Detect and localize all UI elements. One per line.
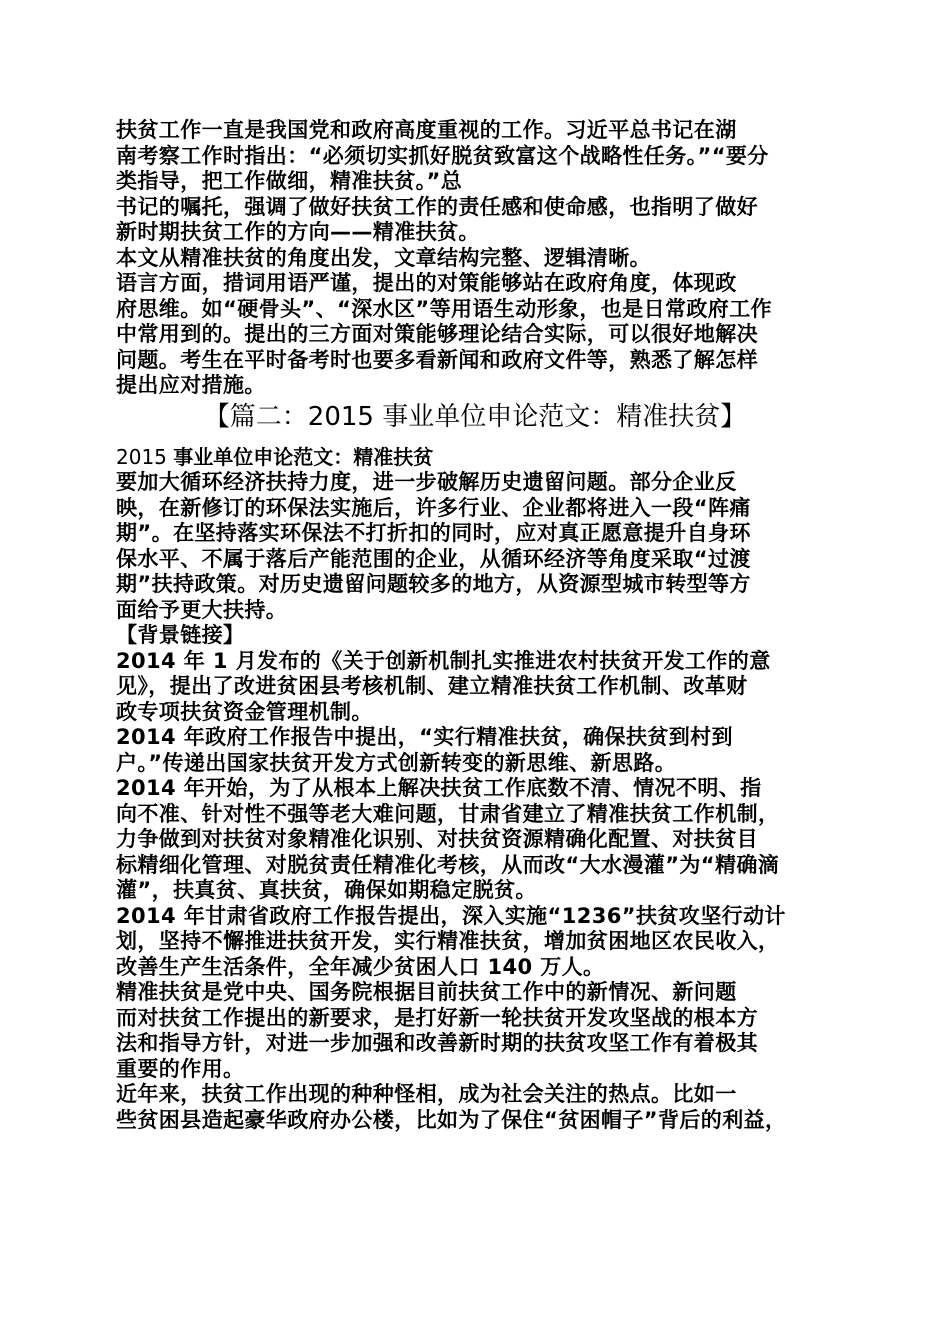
text-line: 2014 年 1 月发布的《关于创新机制扎实推进农村扶贫开发工作的意 (116, 648, 771, 673)
paragraph-block-intro (116, 118, 846, 399)
subtitle-text: 事业单位申论范文：精准扶贫 (173, 444, 434, 469)
document-body (116, 118, 846, 1133)
text-line: 政专项扶贫资金管理机制。 (116, 699, 373, 724)
text-line: 类指导，把工作做细，精准扶贫。”总 (116, 169, 463, 193)
text-line: 映，在新修订的环保法实施后，许多行业、企业都将进入一段“阵痛 (116, 495, 751, 520)
subtitle-year: 2015 (116, 444, 174, 469)
text-line: 改善生产生活条件，全年减少贫困人口 140 万人。 (116, 954, 605, 979)
text-line: 近年来，扶贫工作出现的种种怪相，成为社会关注的热点。比如一 (116, 1082, 737, 1106)
text-line: 府思维。如“硬骨头”、“深水区”等用语生动形象，也是日常政府工作 (116, 296, 773, 321)
section-heading: 【篇二：2015 事业单位申论范文：精准扶贫】 (203, 401, 747, 432)
paragraph-block-main (116, 470, 846, 1133)
text-line: 期”扶持政策。对历史遗留问题较多的地方，从资源型城市转型等方 (116, 572, 751, 596)
text-line: 南考察工作时指出：“必须切实抓好脱贫致富这个战略性任务。”“要分 (116, 143, 769, 168)
text-line: 问题。考生在平时备考时也要多看新闻和政府文件等，熟悉了解怎样 (116, 347, 758, 372)
text-line: 些贫困县造起豪华政府办公楼，比如为了保住“贫困帽子”背后的利益， (116, 1107, 787, 1132)
text-line: 户。”传递出国家扶贫开发方式创新转变的新思维、新思路。 (116, 750, 677, 775)
text-line: 语言方面，措词用语严谨，提出的对策能够站在政府角度，体现政 (116, 271, 737, 295)
text-line: 保水平、不属于落后产能范围的企业，从循环经济等角度采取“过渡 (116, 546, 751, 571)
text-line: 精准扶贫是党中央、国务院根据目前扶贫工作中的新情况、新问题 (116, 980, 737, 1004)
text-line: 见》，提出了改进贫困县考核机制、建立精准扶贫工作机制、改革财 (116, 674, 748, 698)
text-line: 灌”，扶真贫、真扶贫，确保如期稳定脱贫。 (116, 878, 537, 902)
text-line: 而对扶贫工作提出的新要求，是打好新一轮扶贫开发攻坚战的根本方 (116, 1005, 758, 1030)
text-line: 2014 年甘肃省政府工作报告提出，深入实施“1236”扶贫攻坚行动计 (116, 903, 786, 928)
text-line: 划，坚持不懈推进扶贫开发，实行精准扶贫，增加贫困地区农民收入， (116, 929, 780, 953)
background-link-heading: 【背景链接】 (116, 623, 245, 647)
article-subtitle (116, 445, 846, 471)
text-line: 2014 年政府工作报告中提出，“实行精准扶贫，确保扶贫到村到 (116, 725, 733, 749)
text-line: 要加大循环经济扶持力度，进一步破解历史遗留问题。部分企业反 (116, 470, 737, 494)
text-line: 面给予更大扶持。 (116, 597, 288, 622)
text-line: 力争做到对扶贫对象精准化识别、对扶贫资源精确化配置、对扶贫目 (116, 827, 758, 851)
text-line: 2014 年开始，为了从根本上解决扶贫工作底数不清、情况不明、指 (116, 776, 762, 800)
text-line: 期”。在坚持落实环保法不打折扣的同时，应对真正愿意提升自身环 (116, 521, 751, 545)
text-line: 新时期扶贫工作的方向——精准扶贫。 (116, 220, 480, 244)
text-line: 扶贫工作一直是我国党和政府高度重视的工作。习近平总书记在湖 (116, 118, 737, 142)
text-line: 中常用到的。提出的三方面对策能够理论结合实际，可以很好地解决 (116, 322, 758, 346)
text-line: 标精细化管理、对脱贫责任精准化考核，从而改“大水漫灌”为“精确滴 (116, 852, 780, 877)
text-line: 法和指导方针，对进一步加强和改善新时期的扶贫攻坚工作有着极其 (116, 1031, 758, 1055)
text-line: 本文从精准扶贫的角度出发，文章结构完整、逻辑清晰。 (116, 245, 651, 270)
text-line: 书记的嘱托，强调了做好扶贫工作的责任感和使命感，也指明了做好 (116, 194, 758, 219)
text-line: 提出应对措施。 (116, 373, 266, 397)
text-line: 重要的作用。 (116, 1056, 245, 1081)
text-line: 向不准、针对性不强等老大难问题，甘肃省建立了精准扶贫工作机制， (116, 801, 780, 826)
